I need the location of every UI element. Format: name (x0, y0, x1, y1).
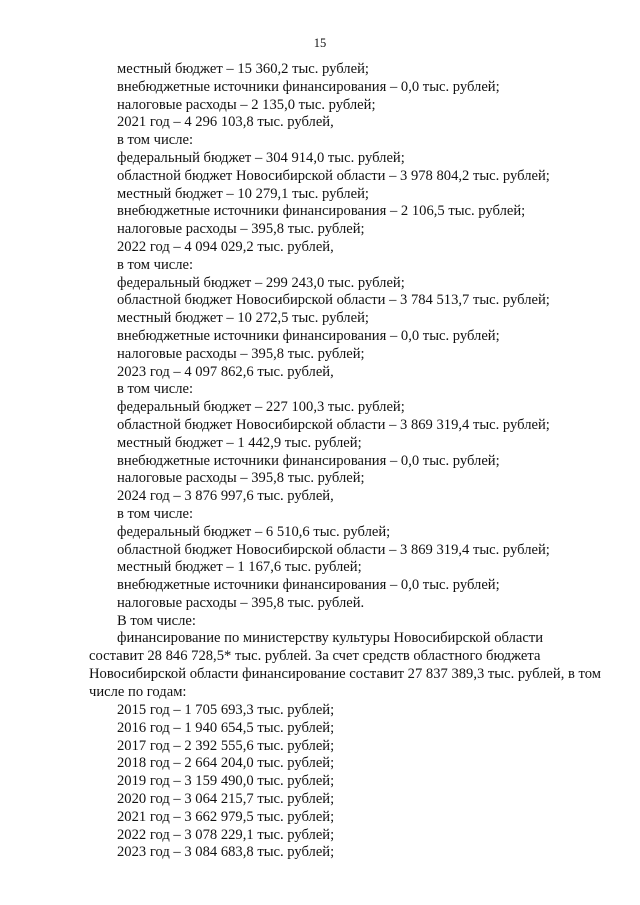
year-line: 2016 год – 1 940 654,5 тыс. рублей; (117, 719, 335, 736)
budget-line: областной бюджет Новосибирской области – 3 869 319,4 тыс. рублей; (117, 541, 550, 558)
budget-line: внебюджетные источники финансирования – 0,0 тыс. рублей; (117, 327, 500, 344)
year-line: 2019 год – 3 159 490,0 тыс. рублей; (117, 773, 335, 790)
budget-line: федеральный бюджет – 6 510,6 тыс. рублей; (117, 523, 391, 540)
budget-line: В том числе: (117, 612, 196, 629)
budget-line: налоговые расходы – 395,8 тыс. рублей. (117, 594, 365, 611)
budget-line: областной бюджет Новосибирской области – 3 784 513,7 тыс. рублей; (117, 292, 550, 309)
budget-line: 2021 год – 4 296 103,8 тыс. рублей, (117, 114, 334, 131)
years-list (117, 702, 537, 862)
paragraph-line-2: составит 28 846 728,5* тыс. рублей. За счет средств областного бюджета (89, 648, 541, 664)
budget-line: федеральный бюджет – 304 914,0 тыс. рублей; (117, 149, 405, 166)
paragraph-line-1-wrap (117, 630, 544, 648)
budget-line: федеральный бюджет – 227 100,3 тыс. рублей; (117, 399, 405, 416)
budget-line: внебюджетные источники финансирования – 2 106,5 тыс. рублей; (117, 203, 526, 220)
year-line: 2021 год – 3 662 979,5 тыс. рублей; (117, 808, 335, 825)
page-number: 15 (313, 36, 327, 50)
budget-lines-top (117, 61, 550, 631)
year-line: 2023 год – 3 084 683,8 тыс. рублей; (117, 844, 335, 861)
year-line: 2020 год – 3 064 215,7 тыс. рублей; (117, 790, 335, 807)
budget-line: в том числе: (117, 132, 194, 149)
paragraph-line-1: финансирование по министерству культуры Новосибирской области (117, 630, 544, 646)
paragraph-line-3: Новосибирской области финансирование составит 27 837 389,3 тыс. рублей, в том (89, 666, 601, 682)
budget-line: в том числе: (117, 505, 194, 522)
budget-line: в том числе: (117, 256, 194, 273)
budget-line: областной бюджет Новосибирской области – 3 978 804,2 тыс. рублей; (117, 167, 550, 184)
year-line: 2022 год – 3 078 229,1 тыс. рублей; (117, 826, 335, 843)
budget-line: местный бюджет – 15 360,2 тыс. рублей; (117, 61, 369, 77)
budget-line: налоговые расходы – 395,8 тыс. рублей; (117, 221, 365, 238)
budget-line: налоговые расходы – 395,8 тыс. рублей; (117, 345, 365, 362)
budget-line: федеральный бюджет – 299 243,0 тыс. рублей; (117, 274, 405, 291)
budget-line: 2022 год – 4 094 029,2 тыс. рублей, (117, 238, 334, 255)
budget-line: внебюджетные источники финансирования – 0,0 тыс. рублей; (117, 452, 500, 469)
year-line: 2018 год – 2 664 204,0 тыс. рублей; (117, 755, 335, 772)
year-line: 2015 год – 1 705 693,3 тыс. рублей; (117, 702, 335, 718)
budget-line: внебюджетные источники финансирования – 0,0 тыс. рублей; (117, 577, 500, 594)
year-line: 2017 год – 2 392 555,6 тыс. рублей; (117, 737, 335, 754)
budget-line: местный бюджет – 1 167,6 тыс. рублей; (117, 559, 362, 576)
budget-line: 2023 год – 4 097 862,6 тыс. рублей, (117, 363, 334, 380)
budget-line: местный бюджет – 1 442,9 тыс. рублей; (117, 434, 362, 451)
budget-line: налоговые расходы – 2 135,0 тыс. рублей; (117, 96, 376, 113)
budget-line: налоговые расходы – 395,8 тыс. рублей; (117, 470, 365, 487)
budget-line: 2024 год – 3 876 997,6 тыс. рублей, (117, 488, 334, 505)
budget-line: местный бюджет – 10 272,5 тыс. рублей; (117, 310, 369, 327)
budget-line: в том числе: (117, 381, 194, 398)
budget-line: областной бюджет Новосибирской области – 3 869 319,4 тыс. рублей; (117, 416, 550, 433)
budget-line: внебюджетные источники финансирования – 0,0 тыс. рублей; (117, 78, 500, 95)
paragraph-line-4: числе по годам: (89, 684, 187, 700)
budget-line: местный бюджет – 10 279,1 тыс. рублей; (117, 185, 369, 202)
